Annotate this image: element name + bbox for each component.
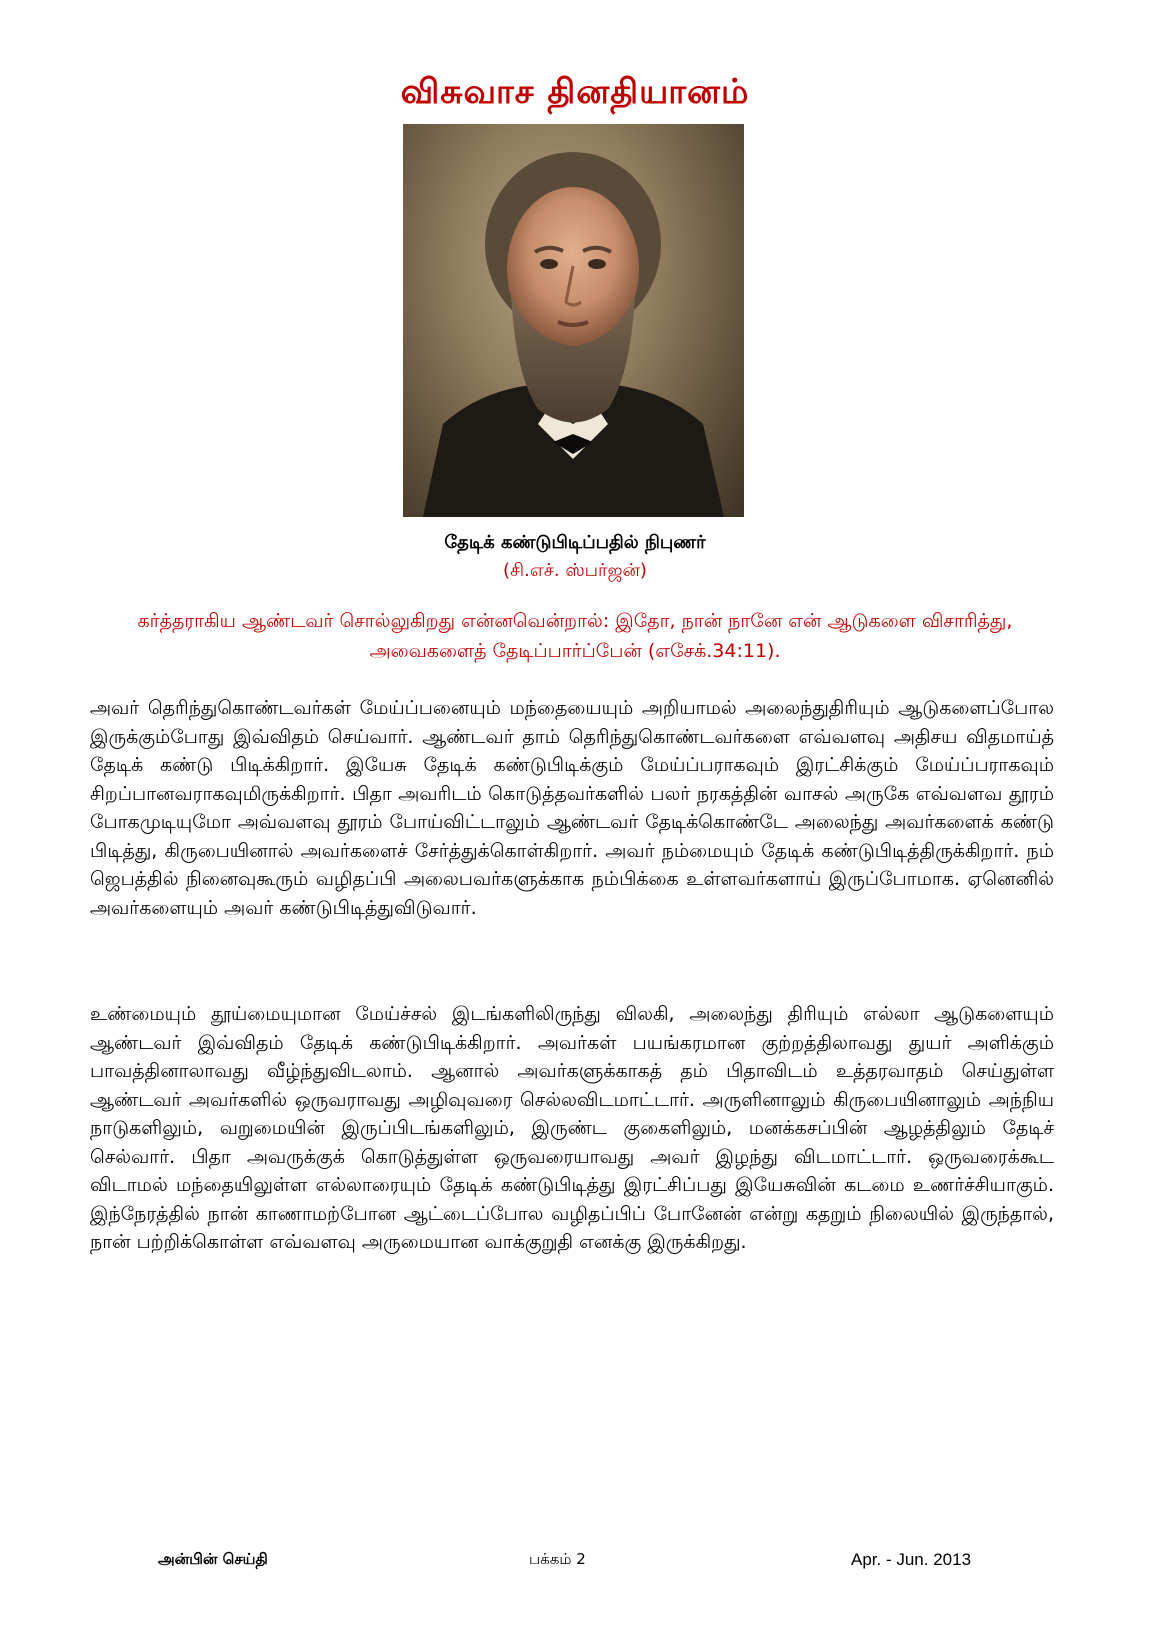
footer-publication: அன்பின் செய்தி (158, 1550, 268, 1568)
page-title: விசுவாச தினதியானம் (400, 72, 750, 112)
article-subtitle: தேடிக் கண்டுபிடிப்பதில் நிபுணர் (444, 532, 706, 553)
portrait-photo-icon (403, 124, 744, 517)
scripture-verse: கர்த்தராகிய ஆண்டவர் சொல்லுகிறது என்னவென்றால்: இதோ, நான் நானே என் ஆடுகளை விசாரித்து, அவைகளைத் தேடிப்பார்ப்பேன் (எசேக்.34:11). (137, 610, 1013, 662)
footer-page-number: பக்கம் 2 (529, 1550, 586, 1568)
body-paragraph: அவர் தெரிந்துகொண்டவர்கள் மேய்ப்பனையும் மந்தையையும் அறியாமல் அலைந்துதிரியும் ஆடுகளைப்போல இருக்கும்போது இவ்விதம் செய்வார். ஆண்டவர் தாம் தெரிந்துகொண்டவர்களை எவ்வளவு அதிசய விதமாய்த் தேடிக் கண்டு பிடிக்கிறார். இயேசு தேடிக் கண்டுபிடிக்கும் மேய்ப்பராகவும் இரட்சிக்கும் மேய்ப்பராகவும் சிறப்பானவராகவுமிருக்கிறார். பிதா அவரிடம் கொடுத்தவர்களில் பலர் நரகத்தின் வாசல் அருகே எவ்வளவ தூரம் போகமுடியுமோ அவ்வளவு தூரம் போய்விட்டாலும் ஆண்டவர் தேடிக்கொண்டே அலைந்து அவர்களைக் கண்டு பிடித்து, கிருபையினால் அவர்களைச் சேர்த்துக்கொள்கிறார். அவர் நம்மையும் தேடிக் கண்டுபிடித்திருக்கிறார். நம் ஜெபத்தில் நினைவுகூரும் வழிதப்பி அலைபவர்களுக்காக நம்பிக்கை உள்ளவர்களாய் இருப்போமாக. ஏனெனில் அவர்களையும் அவர் கண்டுபிடித்துவிடுவார். (90, 697, 1054, 919)
body-paragraph: உண்மையும் தூய்மையுமான மேய்ச்சல் இடங்களிலிருந்து விலகி, அலைந்து திரியும் எல்லா ஆடுகளையும் ஆண்டவர் இவ்விதம் தேடிக் கண்டுபிடிக்கிறார். அவர்கள் பயங்கரமான குற்றத்திலாவது துயர் அளிக்கும் பாவத்தினாலாவது வீழ்ந்துவிடலாம். ஆனால் அவர்களுக்காகத் தம் பிதாவிடம் உத்தரவாதம் செய்துள்ள ஆண்டவர் அவர்களில் ஒருவராவது அழிவுவரை செல்லவிடமாட்டார். அருளினாலும் கிருபையினாலும் அந்நிய நாடுகளிலும், வறுமையின் இருப்பிடங்களிலும், இருண்ட குகைளிலும், மனக்கசப்பின் ஆழத்திலும் தேடிச் செல்வார். பிதா அவருக்குக் கொடுத்துள்ள ஒருவரையாவது அவர் இழந்து விடமாட்டார். ஒருவரைக்கூட விடாமல் மந்தையிலுள்ள எல்லாரையும் தேடிக் கண்டுபிடித்து இரட்சிப்பது இயேசுவின் கடமை உணர்ச்சியாகும். இந்நேரத்தில் நான் காணாமற்போன ஆட்டைப்போல வழிதப்பிப் போனேன் என்று கதறும் நிலையில் இருந்தால், நான் பற்றிக்கொள்ள எவ்வளவு அருமையான வாக்குறுதி எனக்கு இருக்கிறது. (90, 1003, 1054, 1253)
article-author: (சி.எச். ஸ்பர்ஜன்) (503, 560, 647, 581)
footer-issue-date: Apr. - Jun. 2013 (851, 1550, 972, 1569)
portrait-image (403, 124, 744, 517)
